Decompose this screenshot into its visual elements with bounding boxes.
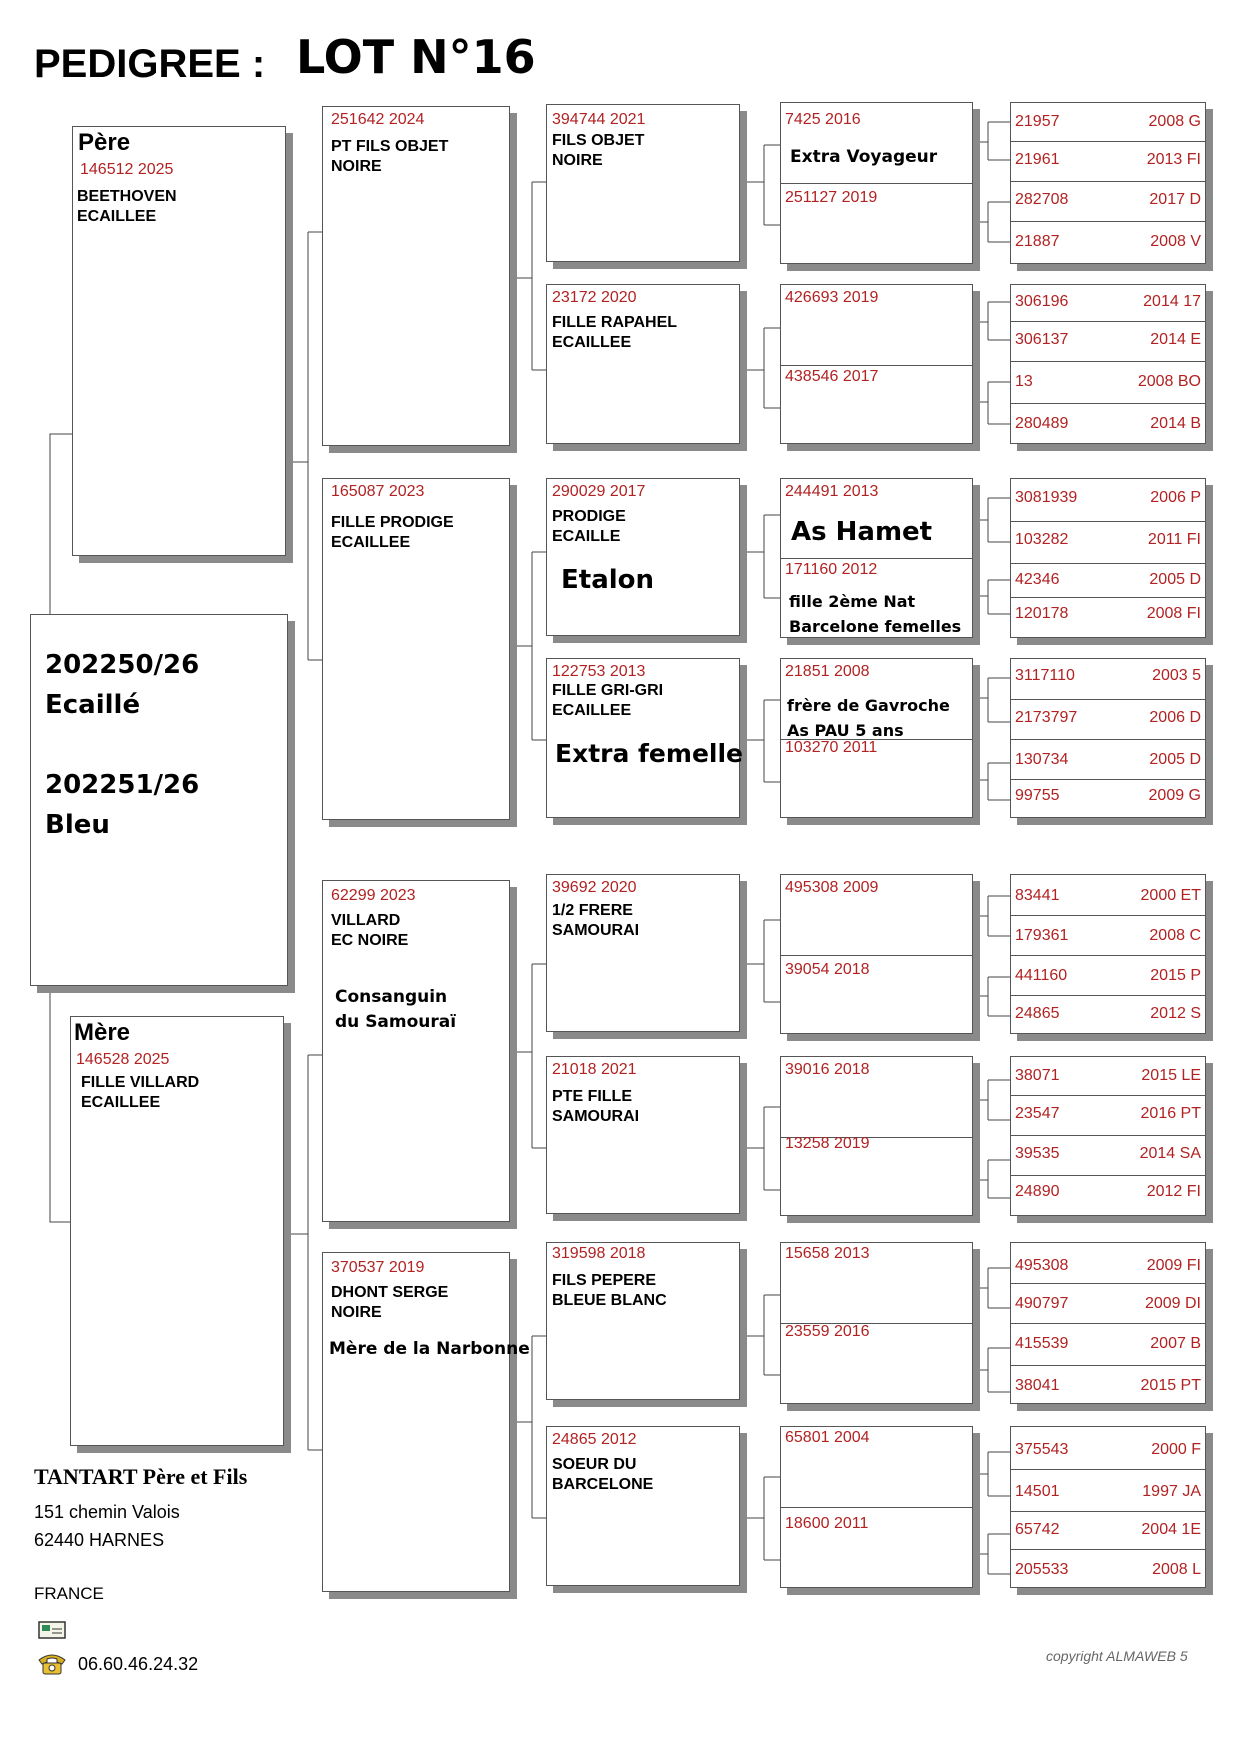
gen5-year: 2013 FI bbox=[1146, 151, 1201, 168]
gen3-card bbox=[546, 874, 740, 1032]
gen4-bottom-ring: 171160 2012 bbox=[785, 561, 878, 578]
gen3-card bbox=[546, 1056, 740, 1214]
father-ring: 146512 2025 bbox=[80, 161, 174, 178]
subject-ring-1: 202250/26 bbox=[45, 650, 200, 680]
gen5-divider bbox=[1011, 563, 1205, 564]
gen5-divider bbox=[1011, 1511, 1205, 1512]
gen5-divider bbox=[1011, 779, 1205, 780]
gen3-name bbox=[552, 1271, 667, 1311]
gen5-ring: 39535 bbox=[1015, 1145, 1060, 1162]
gen4-divider bbox=[781, 955, 972, 956]
gen3-name-line2: SAMOURAI bbox=[552, 922, 640, 939]
gen5-row bbox=[1011, 1521, 1205, 1541]
gen4-divider bbox=[781, 183, 972, 184]
gen2-name-line1: FILLE PRODIGE bbox=[331, 514, 454, 531]
page-title: PEDIGREE : bbox=[34, 42, 266, 86]
gen5-row bbox=[1011, 1377, 1205, 1397]
gen5-divider bbox=[1011, 521, 1205, 522]
gen3-name bbox=[552, 901, 639, 941]
gen4-top-ring: 39016 2018 bbox=[785, 1061, 870, 1078]
gen2-card bbox=[322, 880, 510, 1222]
gen4-bottom-ring: 23559 2016 bbox=[785, 1323, 870, 1340]
gen3-name-line2: NOIRE bbox=[552, 152, 603, 169]
gen2-name-line1: VILLARD bbox=[331, 912, 401, 929]
gen5-card bbox=[1010, 1056, 1206, 1216]
gen5-year: 2014 SA bbox=[1139, 1145, 1201, 1162]
gen5-row bbox=[1011, 571, 1205, 591]
gen4-top-note-line2: As PAU 5 ans bbox=[787, 721, 904, 740]
gen5-year: 2000 ET bbox=[1140, 887, 1201, 904]
subject-card bbox=[30, 614, 288, 986]
gen5-divider bbox=[1011, 597, 1205, 598]
gen4-bottom-ring: 438546 2017 bbox=[785, 368, 879, 385]
gen5-divider bbox=[1011, 1283, 1205, 1284]
gen5-year: 2015 P bbox=[1150, 967, 1201, 984]
gen5-year: 2014 E bbox=[1150, 331, 1201, 348]
gen3-name-line1: 1/2 FRERE bbox=[552, 902, 633, 919]
gen3-name bbox=[552, 313, 677, 353]
gen4-top-ring: 65801 2004 bbox=[785, 1429, 870, 1446]
gen2-name bbox=[331, 513, 454, 553]
gen5-year: 2012 S bbox=[1150, 1005, 1201, 1022]
gen4-card bbox=[780, 1242, 973, 1404]
gen5-year: 2008 V bbox=[1150, 233, 1201, 250]
gen4-card bbox=[780, 1426, 973, 1588]
gen5-divider bbox=[1011, 1323, 1205, 1324]
gen4-top-ring: 7425 2016 bbox=[785, 111, 861, 128]
gen5-year: 2016 PT bbox=[1140, 1105, 1201, 1122]
mother-name-line1: FILLE VILLARD bbox=[81, 1074, 200, 1091]
gen4-bottom-note-line2: Barcelone femelles bbox=[789, 617, 962, 636]
gen5-ring: 21957 bbox=[1015, 113, 1060, 130]
gen2-card bbox=[322, 1252, 530, 1592]
father-name-line2: ECAILLEE bbox=[77, 208, 157, 225]
gen3-ring: 21018 2021 bbox=[552, 1061, 637, 1078]
gen4-bottom-ring: 18600 2011 bbox=[785, 1515, 869, 1532]
gen3-name-line1: PTE FILLE bbox=[552, 1088, 632, 1105]
gen2-name-line2: ECAILLEE bbox=[331, 534, 411, 551]
gen5-row bbox=[1011, 887, 1205, 907]
gen5-divider bbox=[1011, 321, 1205, 322]
gen3-card bbox=[546, 658, 743, 818]
gen3-card bbox=[546, 104, 740, 262]
gen5-divider bbox=[1011, 915, 1205, 916]
owner-country: FRANCE bbox=[34, 1584, 104, 1603]
gen5-year: 2008 C bbox=[1149, 927, 1201, 944]
gen5-card bbox=[1010, 102, 1206, 264]
gen4-bottom-note-line1: fille 2ème Nat bbox=[789, 592, 916, 611]
gen5-ring: 83441 bbox=[1015, 887, 1060, 904]
gen5-year: 2007 B bbox=[1150, 1335, 1201, 1352]
father-name-line1: BEETHOVEN bbox=[77, 188, 177, 205]
gen5-ring: 24890 bbox=[1015, 1183, 1060, 1200]
gen5-divider bbox=[1011, 1549, 1205, 1550]
gen5-year: 2014 B bbox=[1150, 415, 1201, 432]
gen5-row bbox=[1011, 927, 1205, 947]
gen3-name bbox=[552, 1087, 639, 1127]
gen5-row bbox=[1011, 415, 1205, 435]
gen5-ring: 205533 bbox=[1015, 1561, 1069, 1578]
gen5-year: 2017 D bbox=[1149, 191, 1201, 208]
gen5-row bbox=[1011, 1295, 1205, 1315]
subject-ring-2: 202251/26 bbox=[45, 770, 200, 800]
gen3-name-line1: PRODIGE bbox=[552, 508, 626, 525]
gen5-year: 2009 DI bbox=[1144, 1295, 1201, 1312]
gen5-divider bbox=[1011, 181, 1205, 182]
gen3-name-line2: BARCELONE bbox=[552, 1476, 654, 1493]
gen5-divider bbox=[1011, 955, 1205, 956]
gen4-bottom-note bbox=[789, 589, 961, 639]
gen5-year: 2000 F bbox=[1151, 1441, 1201, 1458]
gen4-bottom-ring: 251127 2019 bbox=[785, 189, 878, 206]
gen5-ring: 65742 bbox=[1015, 1521, 1060, 1538]
gen5-divider bbox=[1011, 995, 1205, 996]
gen5-row bbox=[1011, 1183, 1205, 1203]
gen4-top-note bbox=[787, 693, 950, 743]
gen4-top-ring: 15658 2013 bbox=[785, 1245, 870, 1262]
gen2-name-line2: EC NOIRE bbox=[331, 932, 409, 949]
gen2-ring: 370537 2019 bbox=[331, 1259, 425, 1276]
gen5-ring: 24865 bbox=[1015, 1005, 1060, 1022]
gen5-ring: 23547 bbox=[1015, 1105, 1060, 1122]
gen2-note: Mère de la Narbonne bbox=[329, 1339, 530, 1359]
gen5-row bbox=[1011, 787, 1205, 807]
gen4-card bbox=[780, 284, 973, 444]
gen5-divider bbox=[1011, 699, 1205, 700]
gen4-top-ring: 495308 2009 bbox=[785, 879, 879, 896]
gen5-row bbox=[1011, 531, 1205, 551]
gen5-year: 2008 BO bbox=[1137, 373, 1201, 390]
gen5-ring: 130734 bbox=[1015, 751, 1069, 768]
gen3-name bbox=[552, 1455, 653, 1495]
gen5-divider bbox=[1011, 739, 1205, 740]
gen5-card bbox=[1010, 874, 1206, 1034]
gen5-divider bbox=[1011, 1095, 1205, 1096]
gen5-ring: 306137 bbox=[1015, 331, 1069, 348]
gen3-ring: 290029 2017 bbox=[552, 483, 646, 500]
gen4-bottom-ring: 13258 2019 bbox=[785, 1135, 870, 1152]
gen5-ring: 490797 bbox=[1015, 1295, 1069, 1312]
gen5-divider bbox=[1011, 403, 1205, 404]
owner-phone: 06.60.46.24.32 bbox=[78, 1654, 199, 1674]
gen3-name bbox=[552, 507, 626, 547]
gen4-card bbox=[780, 102, 973, 264]
envelope-icon bbox=[38, 1620, 66, 1645]
lot-number: LOT N°16 bbox=[296, 30, 536, 84]
gen5-row bbox=[1011, 233, 1205, 253]
gen4-top-ring: 426693 2019 bbox=[785, 289, 879, 306]
gen5-ring: 14501 bbox=[1015, 1483, 1060, 1500]
owner-street: 151 chemin Valois bbox=[34, 1502, 180, 1522]
gen5-year: 2008 FI bbox=[1146, 605, 1201, 622]
gen3-ring: 122753 2013 bbox=[552, 663, 646, 680]
gen5-card bbox=[1010, 284, 1206, 444]
gen4-top-note: As Hamet bbox=[791, 517, 933, 547]
gen2-note-line2: du Samouraï bbox=[335, 1012, 457, 1032]
gen5-row bbox=[1011, 1005, 1205, 1025]
gen4-bottom-ring: 103270 2011 bbox=[785, 739, 878, 756]
gen3-name-line1: FILLE RAPAHEL bbox=[552, 314, 678, 331]
owner-name: TANTART Père et Fils bbox=[34, 1464, 248, 1489]
gen5-year: 2003 5 bbox=[1152, 667, 1201, 684]
gen5-ring: 441160 bbox=[1015, 967, 1068, 984]
gen3-name-line1: FILS OBJET bbox=[552, 132, 645, 149]
gen5-row bbox=[1011, 489, 1205, 509]
gen3-ring: 39692 2020 bbox=[552, 879, 637, 896]
gen2-name-line1: DHONT SERGE bbox=[331, 1284, 449, 1301]
gen2-name-line2: NOIRE bbox=[331, 158, 382, 175]
gen5-year: 2015 PT bbox=[1140, 1377, 1201, 1394]
mother-label: Mère bbox=[74, 1019, 131, 1046]
gen5-ring: 21961 bbox=[1015, 151, 1060, 168]
gen5-ring: 99755 bbox=[1015, 787, 1060, 804]
gen5-row bbox=[1011, 113, 1205, 133]
gen5-ring: 13 bbox=[1015, 373, 1033, 390]
gen5-ring: 179361 bbox=[1015, 927, 1069, 944]
gen5-ring: 415539 bbox=[1015, 1335, 1069, 1352]
gen2-name-line1: PT FILS OBJET bbox=[331, 138, 449, 155]
gen5-ring: 38071 bbox=[1015, 1067, 1060, 1084]
gen5-card bbox=[1010, 1426, 1206, 1588]
gen3-card bbox=[546, 1426, 740, 1586]
gen3-note: Extra femelle bbox=[555, 739, 743, 768]
father-card bbox=[72, 126, 286, 556]
gen5-year: 2006 P bbox=[1150, 489, 1201, 506]
gen5-divider bbox=[1011, 1365, 1205, 1366]
gen3-name-line2: BLEUE BLANC bbox=[552, 1292, 667, 1309]
gen3-name-line2: SAMOURAI bbox=[552, 1108, 640, 1125]
gen5-year: 2006 D bbox=[1149, 709, 1201, 726]
gen2-note bbox=[335, 985, 456, 1035]
gen5-row bbox=[1011, 373, 1205, 393]
gen5-row bbox=[1011, 293, 1205, 313]
gen4-top-note: Extra Voyageur bbox=[790, 147, 938, 167]
gen5-row bbox=[1011, 1561, 1205, 1581]
gen5-row bbox=[1011, 1483, 1205, 1503]
gen3-name-line2: ECAILLEE bbox=[552, 702, 632, 719]
gen5-year: 2004 1E bbox=[1141, 1521, 1201, 1538]
gen2-card bbox=[322, 106, 510, 446]
mother-name-line2: ECAILLEE bbox=[81, 1094, 161, 1111]
gen3-note: Etalon bbox=[561, 565, 655, 595]
gen4-divider bbox=[781, 1507, 972, 1508]
gen5-ring: 2173797 bbox=[1015, 709, 1078, 726]
gen5-divider bbox=[1011, 141, 1205, 142]
gen5-year: 2014 17 bbox=[1143, 293, 1201, 310]
subject-color-2: Bleu bbox=[45, 810, 110, 840]
gen2-name bbox=[331, 1283, 448, 1323]
gen3-card bbox=[546, 284, 740, 444]
gen3-ring: 319598 2018 bbox=[552, 1245, 646, 1262]
gen5-row bbox=[1011, 191, 1205, 211]
gen5-row bbox=[1011, 709, 1205, 729]
subject-ids bbox=[45, 645, 199, 845]
subject-color-1: Ecaillé bbox=[45, 690, 141, 720]
gen5-row bbox=[1011, 151, 1205, 171]
gen4-top-ring: 21851 2008 bbox=[785, 663, 870, 680]
gen5-row bbox=[1011, 605, 1205, 625]
gen2-name bbox=[331, 911, 408, 951]
gen5-row bbox=[1011, 1257, 1205, 1277]
gen3-name-line1: SOEUR DU bbox=[552, 1456, 637, 1473]
gen5-row bbox=[1011, 1067, 1205, 1087]
gen5-year: 2011 FI bbox=[1147, 531, 1201, 548]
gen3-card bbox=[546, 1242, 740, 1400]
gen3-name-line1: FILS PEPERE bbox=[552, 1272, 657, 1289]
gen5-ring: 495308 bbox=[1015, 1257, 1069, 1274]
gen5-divider bbox=[1011, 361, 1205, 362]
gen5-year: 2008 L bbox=[1152, 1561, 1201, 1578]
gen4-bottom-ring: 39054 2018 bbox=[785, 961, 870, 978]
gen5-ring: 3081939 bbox=[1015, 489, 1078, 506]
gen2-ring: 165087 2023 bbox=[331, 483, 425, 500]
gen5-year: 2005 D bbox=[1149, 751, 1201, 768]
gen5-divider bbox=[1011, 1469, 1205, 1470]
gen2-ring: 62299 2023 bbox=[331, 887, 416, 904]
gen5-year: 1997 JA bbox=[1142, 1483, 1201, 1500]
gen5-ring: 282708 bbox=[1015, 191, 1069, 208]
gen5-ring: 306196 bbox=[1015, 293, 1069, 310]
gen5-ring: 3117110 bbox=[1015, 667, 1075, 684]
gen2-name bbox=[331, 137, 448, 177]
gen3-name-line2: ECAILLEE bbox=[552, 334, 632, 351]
gen5-row bbox=[1011, 751, 1205, 771]
gen2-ring: 251642 2024 bbox=[331, 111, 425, 128]
telephone-icon bbox=[36, 1652, 68, 1681]
mother-ring: 146528 2025 bbox=[76, 1051, 170, 1068]
gen4-top-ring: 244491 2013 bbox=[785, 483, 879, 500]
gen2-note-line1: Consanguin bbox=[335, 987, 448, 1007]
gen3-name bbox=[552, 131, 644, 171]
gen5-row bbox=[1011, 967, 1205, 987]
gen3-name-line1: FILLE GRI-GRI bbox=[552, 682, 664, 699]
gen5-year: 2015 LE bbox=[1141, 1067, 1201, 1084]
gen5-ring: 38041 bbox=[1015, 1377, 1060, 1394]
gen5-year: 2008 G bbox=[1148, 113, 1201, 130]
mother-card bbox=[70, 1016, 284, 1446]
gen4-card bbox=[780, 658, 973, 818]
gen5-divider bbox=[1011, 1175, 1205, 1176]
gen3-name bbox=[552, 681, 663, 721]
gen3-card bbox=[546, 478, 740, 636]
gen4-divider bbox=[781, 558, 972, 559]
gen5-ring: 280489 bbox=[1015, 415, 1069, 432]
mother-name bbox=[81, 1073, 199, 1113]
gen3-name-line2: ECAILLE bbox=[552, 528, 621, 545]
gen5-ring: 120178 bbox=[1015, 605, 1069, 622]
gen4-card bbox=[780, 1056, 973, 1216]
gen5-year: 2005 D bbox=[1149, 571, 1201, 588]
gen5-card bbox=[1010, 478, 1206, 638]
gen5-ring: 21887 bbox=[1015, 233, 1060, 250]
gen2-card bbox=[322, 478, 510, 820]
gen5-card bbox=[1010, 1242, 1206, 1404]
father-label: Père bbox=[78, 129, 131, 156]
gen4-top-note-line1: frère de Gavroche bbox=[787, 696, 950, 715]
gen3-ring: 394744 2021 bbox=[552, 111, 646, 128]
gen5-row bbox=[1011, 1441, 1205, 1461]
gen4-card bbox=[780, 478, 973, 638]
gen5-row bbox=[1011, 331, 1205, 351]
owner-city: 62440 HARNES bbox=[34, 1530, 165, 1550]
gen5-row bbox=[1011, 1335, 1205, 1355]
father-name bbox=[77, 187, 177, 227]
gen4-card bbox=[780, 874, 973, 1034]
gen5-year: 2009 FI bbox=[1146, 1257, 1201, 1274]
gen5-divider bbox=[1011, 221, 1205, 222]
gen5-row bbox=[1011, 667, 1205, 687]
gen5-row bbox=[1011, 1145, 1205, 1165]
gen5-card bbox=[1010, 658, 1206, 818]
gen5-year: 2009 G bbox=[1148, 787, 1201, 804]
gen5-ring: 375543 bbox=[1015, 1441, 1069, 1458]
gen5-ring: 103282 bbox=[1015, 531, 1069, 548]
copyright: copyright ALMAWEB 5 bbox=[1046, 1648, 1188, 1664]
gen4-divider bbox=[781, 365, 972, 366]
gen2-name-line2: NOIRE bbox=[331, 1304, 382, 1321]
gen5-ring: 42346 bbox=[1015, 571, 1060, 588]
gen3-ring: 24865 2012 bbox=[552, 1431, 637, 1448]
gen3-ring: 23172 2020 bbox=[552, 289, 637, 306]
gen5-row bbox=[1011, 1105, 1205, 1125]
gen5-divider bbox=[1011, 1135, 1205, 1136]
gen5-year: 2012 FI bbox=[1146, 1183, 1201, 1200]
